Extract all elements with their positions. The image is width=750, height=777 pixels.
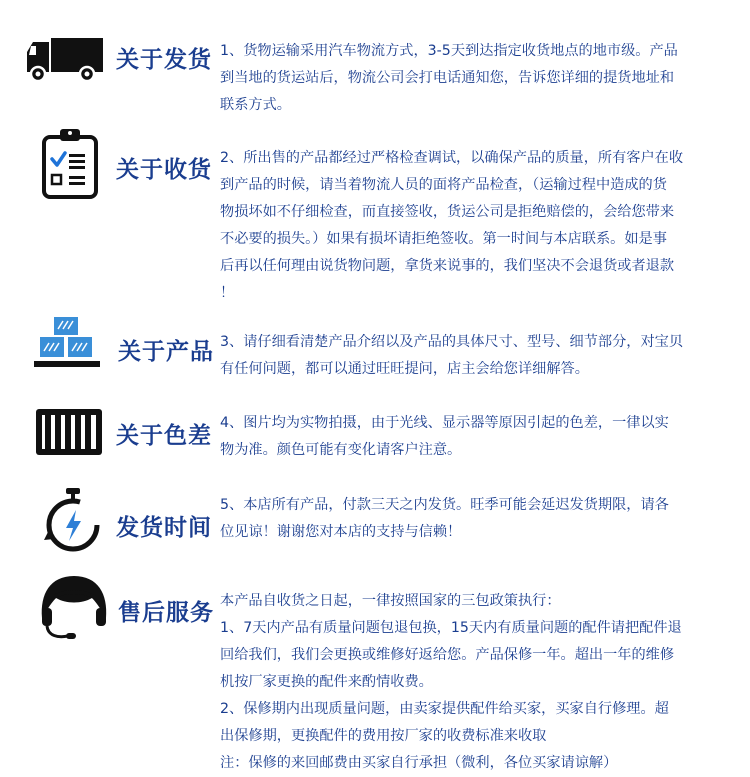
- text-line: 1、货物运输采用汽车物流方式，3-5天到达指定收货地点的地市级。产品: [220, 43, 678, 59]
- stacked-boxes-icon: [34, 315, 100, 371]
- text-line: 物损坏如不仔细检查，而直接签收，货运公司是拒绝赔偿的，会给您带来: [220, 204, 675, 220]
- text-line: 机按厂家更换的配件来酌情收费。: [220, 674, 433, 690]
- text-line: 到当地的货运站后，物流公司会打电话通知您，告诉您详细的提货地址和: [220, 70, 675, 86]
- text-line: 有任何问题，都可以通过旺旺提问，店主会给您详细解答。: [220, 361, 589, 377]
- section-body: [220, 145, 720, 307]
- text-line: 2、所出售的产品都经过严格检查调试，以确保产品的质量，所有客户在收: [220, 150, 684, 166]
- section-body: [220, 329, 720, 383]
- section-body: [220, 410, 720, 464]
- text-line: 4、图片均为实物拍摄，由于光线、显示器等原因引起的色差，一律以实: [220, 415, 669, 431]
- text-line: 不必要的损失。）如果有损坏请拒绝签收。第一时间与本店联系。如是事: [220, 231, 667, 247]
- truck-icon: [25, 34, 105, 84]
- stopwatch-lightning-icon: [42, 488, 104, 554]
- text-line: 位见谅！谢谢您对本店的支持与信赖！: [220, 524, 462, 540]
- text-line: 1、7天内产品有质量问题包退包换，15天内有质量问题的配件请把配件退: [220, 620, 682, 636]
- text-line: 注：保修的来回邮费由买家自行承担（微利，各位买家请谅解）: [220, 755, 618, 771]
- section-body: [220, 492, 720, 546]
- text-line: 回给我们，我们会更换或维修好返给您。产品保修一年。超出一年的维修: [220, 647, 675, 663]
- text-line: 物为准。颜色可能有变化请客户注意。: [220, 442, 462, 458]
- text-line: 出保修期，更换配件的费用按厂家的收费标准来收取: [220, 728, 547, 744]
- section-body: [220, 588, 720, 777]
- text-line: 到产品的时候，请当着物流人员的面将产品检查，（运输过程中造成的货: [220, 177, 667, 193]
- section-title: 售后服务: [118, 600, 214, 626]
- section-title: 发货时间: [116, 515, 212, 541]
- text-line: ！: [220, 285, 235, 301]
- clipboard-checklist-icon: [40, 127, 100, 199]
- color-bars-icon: [36, 409, 102, 455]
- section-title: 关于色差: [116, 423, 212, 449]
- text-line: 联系方式。: [220, 97, 291, 113]
- text-line: 后再以任何理由说货物问题，拿货来说事的，我们坚决不会退货或者退款: [220, 258, 675, 274]
- section-title: 关于产品: [118, 339, 214, 365]
- section-body: [220, 38, 720, 119]
- section-title: 关于发货: [116, 47, 212, 73]
- section-title: 关于收货: [116, 157, 212, 183]
- text-line: 2、保修期内出现质量问题，由卖家提供配件给买家，买家自行修理。超: [220, 701, 669, 717]
- text-line: 本产品自收货之日起，一律按照国家的三包政策执行：: [220, 593, 561, 609]
- text-line: 5、本店所有产品，付款三天之内发货。旺季可能会延迟发货期限，请各: [220, 497, 669, 513]
- text-line: 3、请仔细看清楚产品介绍以及产品的具体尺寸、型号、细节部分，对宝贝: [220, 334, 684, 350]
- headset-agent-icon: [38, 574, 110, 642]
